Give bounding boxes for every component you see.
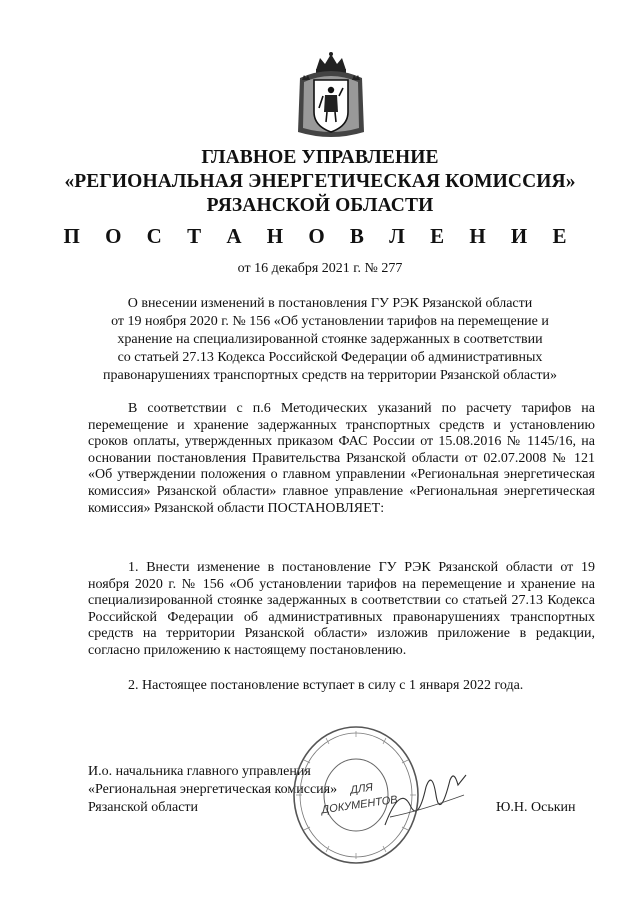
coat-of-arms-icon bbox=[294, 50, 368, 144]
item-2-paragraph: 2. Настоящее постановление вступает в силу с 1 января 2022 года. bbox=[128, 678, 524, 693]
signer-name: Ю.Н. Оськин bbox=[496, 800, 576, 815]
signer-title-line-3: Рязанской области bbox=[88, 800, 199, 815]
header-line-3: РЯЗАНСКОЙ ОБЛАСТИ bbox=[206, 195, 434, 216]
subject-line: О внесении изменений в постановления ГУ РЭК Рязанской области bbox=[127, 296, 533, 311]
handwritten-signature-icon bbox=[380, 765, 470, 835]
stamp-text-line-1: ДЛЯ bbox=[349, 781, 374, 797]
subject-line: хранение на специализированной стоянке задержанных в соответствии bbox=[117, 332, 543, 347]
header-line-2: «РЕГИОНАЛЬНАЯ ЭНЕРГЕТИЧЕСКАЯ КОМИССИЯ» bbox=[64, 171, 576, 192]
subject-line: от 19 ноября 2020 г. № 156 «Об установлении тарифов на перемещение и bbox=[111, 314, 549, 329]
signer-title-line-1: И.о. начальника главного управления bbox=[88, 764, 311, 779]
header-line-1: ГЛАВНОЕ УПРАВЛЕНИЕ bbox=[201, 147, 439, 168]
document-subject bbox=[60, 295, 600, 385]
document-dateline: от 16 декабря 2021 г. № 277 bbox=[237, 261, 403, 276]
preamble-paragraph: В соответствии с п.6 Методических указаний по расчету тарифов на перемещение и хранение задержанных транспортных средств и установлению сроков оплаты, утвержденных приказом ФАС России от 15.08.2016 № 1145/16, на основании постановления Правительства Рязанской области от 02.07.2008 № 121 «Об утверждении положения о главном управлении «Региональная энергетическая комиссия» Рязанской области» главное управление «Региональная энергетическая комиссия» Рязанской области ПОСТАНОВЛЯЕТ: bbox=[88, 401, 595, 516]
signer-title-line-2: «Региональная энергетическая комиссия» bbox=[88, 782, 338, 797]
item-1-paragraph: 1. Внести изменение в постановление ГУ РЭК Рязанской области от 19 ноября 2020 г. № 156 «Об установлении тарифов на перемещение и хранение на специализированной стоянке задержанных в соответствии со статьей 27.13 Кодекса Российской Федерации об административных правонарушениях транспортных средств на территории Рязанской области» изложив приложение в редакции, согласно приложению к настоящему постановлению. bbox=[88, 560, 595, 658]
document-type-title: П О С Т А Н О В Л Е Н И Е bbox=[63, 224, 577, 248]
subject-line: правонарушениях транспортных средств на территории Рязанской области» bbox=[103, 368, 557, 383]
stamp-text-line-2: ДОКУМЕНТОВ bbox=[320, 793, 399, 817]
subject-line: со статьей 27.13 Кодекса Российской Федерации об административных bbox=[117, 350, 543, 365]
